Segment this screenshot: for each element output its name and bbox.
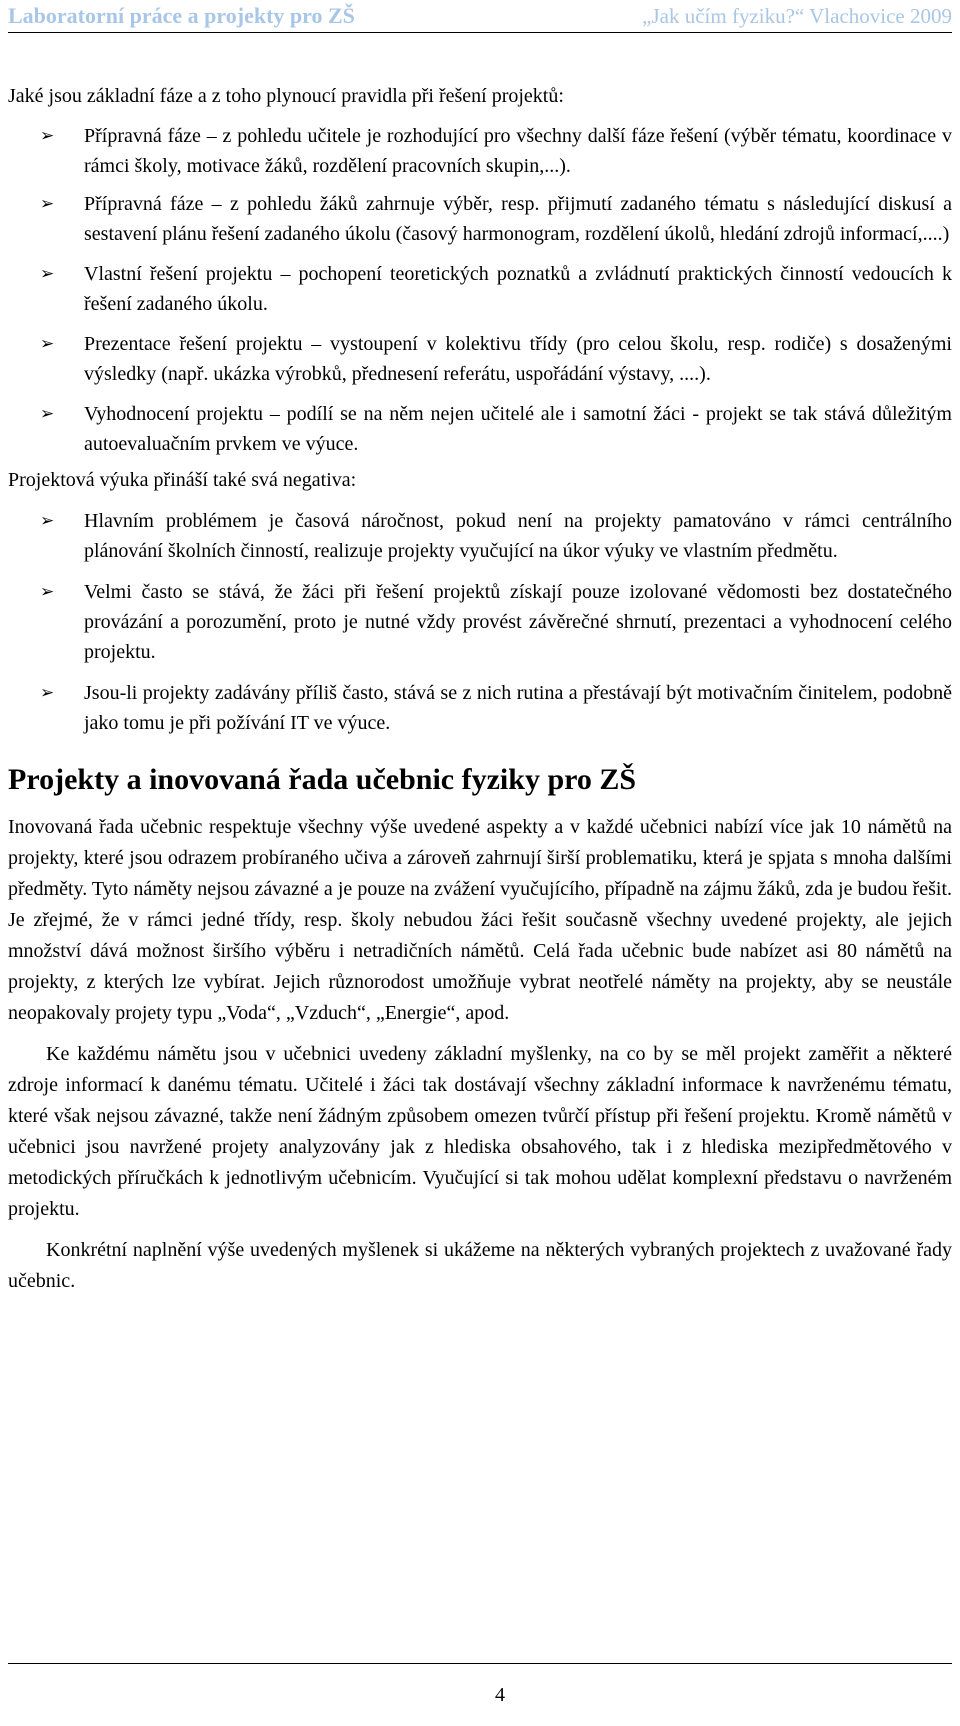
body-paragraph: Ke každému námětu jsou v učebnici uvedeny základní myšlenky, na co by se měl projekt zaměřit a některé zdroje informací k danému tématu. Učitelé i žáci tak dostávají všechny základní informace k navrženému tématu, které však nejsou závazné, takže není žádným způsobem omezen tvůrčí přístup při řešení projektu. Kromě námětů v učebnici jsou navržené projety analyzovány jak z hlediska obsahového, tak i z hlediska mezipředmětového v metodických příručkách k jednotlivým učebnicím. Vyučující si tak mohou udělat komplexní představu o navrženém projektu. <box>8 1043 952 1220</box>
list-item-text: Hlavním problémem je časová náročnost, pokud není na projekty pamatováno v rámci centrálního plánování školních činností, realizuje projekty vyučující na úkor výuky ve vlastním předmětu. <box>84 510 952 562</box>
negatives-list <box>8 506 952 738</box>
header-event: „Jak učím fyziku?“ Vlachovice 2009 <box>642 4 952 28</box>
arrow-bullet-icon: ➢ <box>40 126 55 146</box>
list-item <box>8 121 952 181</box>
list-item-text: Vlastní řešení projektu – pochopení teoretických poznatků a zvládnutí praktických činností vedoucích k řešení zadaného úkolu. <box>84 263 952 315</box>
list-item <box>8 399 952 459</box>
footer-divider <box>8 1663 952 1664</box>
arrow-bullet-icon: ➢ <box>40 683 55 703</box>
section-heading: Projekty a inovovaná řada učebnic fyziky pro ZŠ <box>8 763 637 796</box>
list-item <box>8 506 952 566</box>
body-paragraph: Konkrétní naplnění výše uvedených myšlenek si ukážeme na některých vybraných projektech z uvažované řady učebnic. <box>8 1239 952 1292</box>
page-content <box>8 80 952 1297</box>
list-item-text: Jsou-li projekty zadávány příliš často, stává se z nich rutina a přestávají být motivačním činitelem, podobně jako tomu je při požívání IT ve výuce. <box>84 682 952 734</box>
list-item-text: Prezentace řešení projektu – vystoupení v kolektivu třídy (pro celou školu, resp. rodiče) s dosaženými výsledky (např. ukázka výrobků, přednesení referátu, uspořádání výstavy, ....). <box>84 333 952 385</box>
arrow-bullet-icon: ➢ <box>40 194 55 214</box>
page-header <box>8 2 952 33</box>
arrow-bullet-icon: ➢ <box>40 582 55 602</box>
body-paragraph: Inovovaná řada učebnic respektuje všechny výše uvedené aspekty a v každé učebnici nabízí více jak 10 námětů na projekty, které jsou odrazem probíraného učiva a zároveň zahrnují širší problematiku, která je spjata s mnoha dalšími předměty. Tyto náměty nejsou závazné a je pouze na zvážení vyučujícího, případně na zájmu žáků, zda je budou řešit. Je zřejmé, že v rámci jedné třídy, resp. školy nebudou žáci řešit současně všechny uvedené projekty, ale jejich množství dává možnost širšího výběru i netradičních námětů. Celá řada učebnic bude nabízet asi 80 námětů na projekty, z kterých lze vybírat. Jejich různorodost umožňuje vybrat neotřelé náměty na projekty, aby se neustále neopakovaly projety typu „Voda“, „Vzduch“, „Energie“, apod. <box>8 816 952 1024</box>
list-item-text: Vyhodnocení projektu – podílí se na něm nejen učitelé ale i samotní žáci - projekt se tak stává důležitým autoevaluačním prvkem ve výuce. <box>84 403 952 455</box>
header-title: Laboratorní práce a projekty pro ZŠ <box>8 3 355 28</box>
arrow-bullet-icon: ➢ <box>40 404 55 424</box>
list-item <box>8 259 952 319</box>
arrow-bullet-icon: ➢ <box>40 334 55 354</box>
list-item-text: Přípravná fáze – z pohledu učitele je rozhodující pro všechny další fáze řešení (výběr tématu, koordinace v rámci školy, motivace žáků, rozdělení pracovních skupin,...). <box>84 125 952 177</box>
arrow-bullet-icon: ➢ <box>40 511 55 531</box>
list-item <box>8 329 952 389</box>
list-item <box>8 189 952 249</box>
list-item <box>8 678 952 738</box>
page-number: 4 <box>495 1684 505 1706</box>
phases-intro: Jaké jsou základní fáze a z toho plynoucí pravidla při řešení projektů: <box>8 85 564 107</box>
list-item-text: Velmi často se stává, že žáci při řešení projektů získají pouze izolované vědomosti bez dostatečného provázání a porozumění, proto je nutné vždy provést závěrečné shrnutí, prezentaci a vyhodnocení celého projektu. <box>84 581 952 663</box>
arrow-bullet-icon: ➢ <box>40 264 55 284</box>
phases-list <box>8 121 952 459</box>
negatives-intro: Projektová výuka přináší také svá negativa: <box>8 469 357 491</box>
list-item <box>8 577 952 667</box>
list-item-text: Přípravná fáze – z pohledu žáků zahrnuje výběr, resp. přijmutí zadaného tématu s následující diskusí a sestavení plánu řešení zadaného úkolu (časový harmonogram, rozdělení úkolů, hledání zdrojů informací,....) <box>84 193 952 245</box>
